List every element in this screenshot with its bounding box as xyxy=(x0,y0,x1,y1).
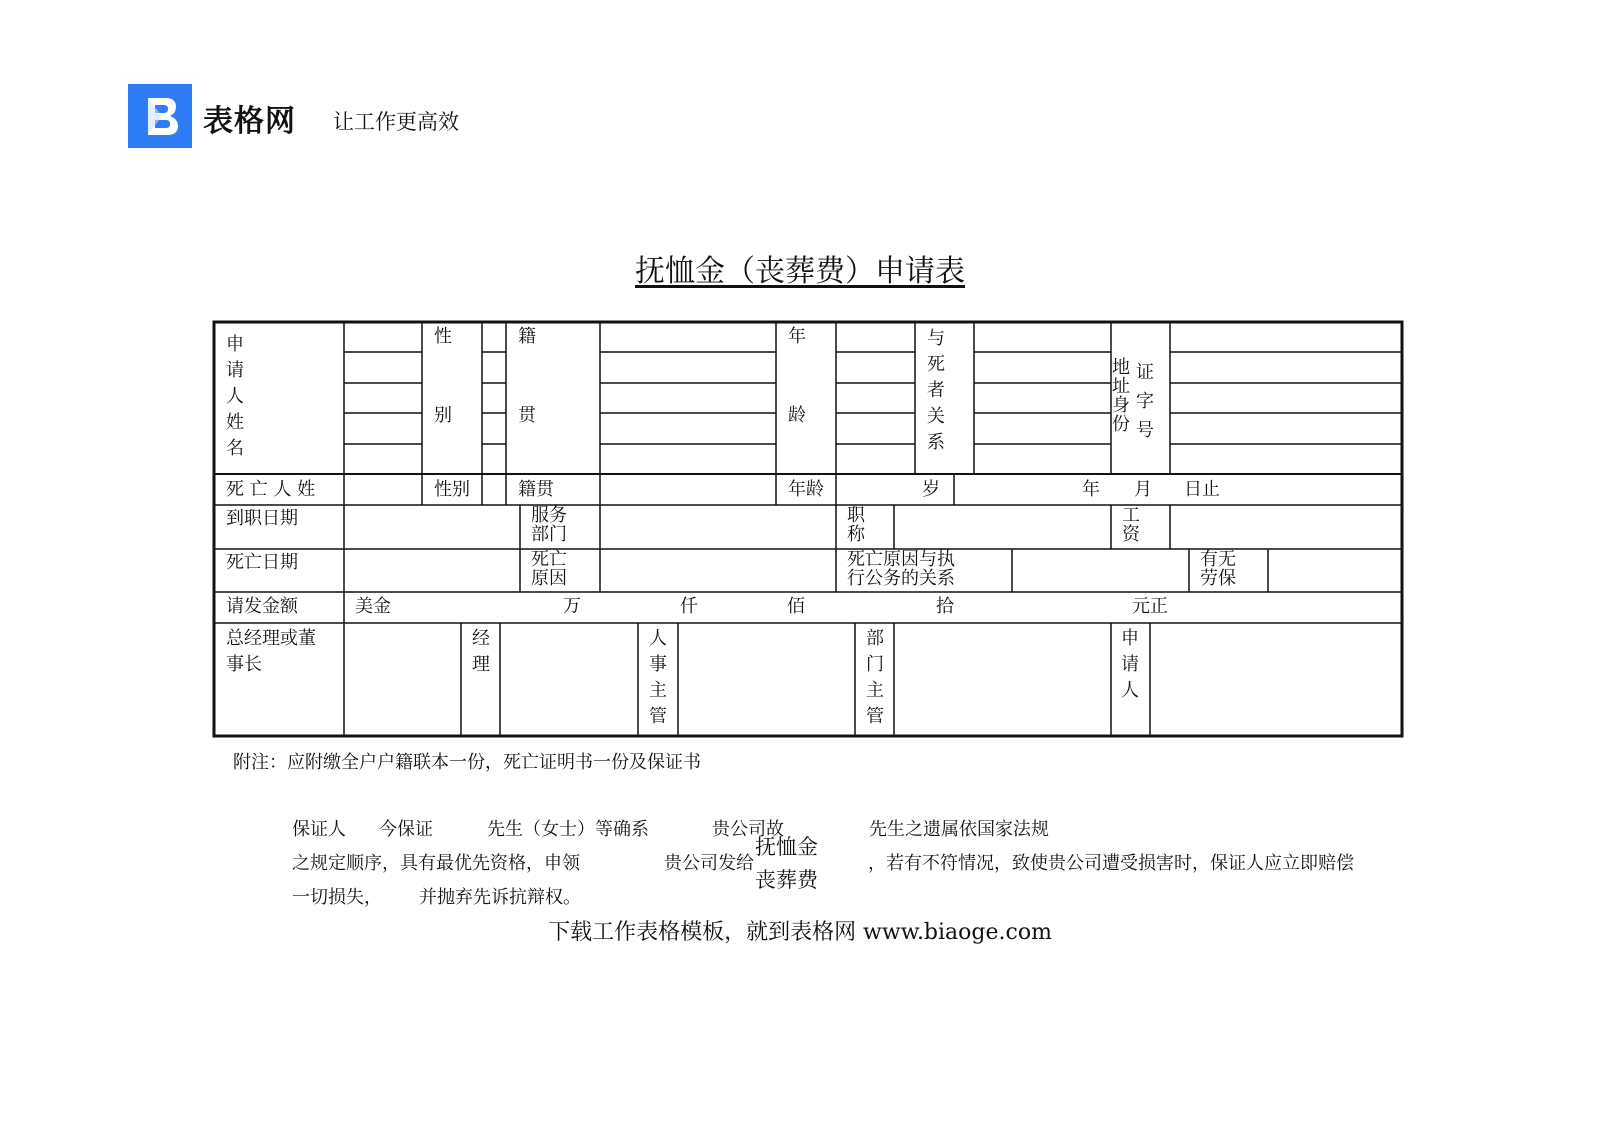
label-address-id-right: 证字号 xyxy=(1136,362,1154,441)
label-hr: 人事主管 xyxy=(649,628,667,727)
label-age2: 年龄 xyxy=(788,479,824,500)
guarantee-l1d: 贵公司故 xyxy=(712,819,784,840)
guarantee-stack-1: 抚恤金 xyxy=(755,835,818,859)
label-amount: 请发金额 xyxy=(226,596,298,617)
guarantee-l3b: 并抛弃先诉抗辩权。 xyxy=(419,887,581,908)
label-title: 职称 xyxy=(847,505,865,545)
label-qian: 仟 xyxy=(680,596,698,617)
label-address-id-left: 地址身份 xyxy=(1112,357,1130,435)
label-bai: 佰 xyxy=(787,596,805,617)
label-yuanzheng: 元正 xyxy=(1132,596,1168,617)
brand-slogan: 让工作更高效 xyxy=(333,110,459,134)
label-service-dept: 服务部门 xyxy=(531,505,567,545)
guarantee-l2a: 之规定顺序，具有最优先资格，申领 xyxy=(292,853,580,874)
note-text: 附注：应附缴全户户籍联本一份，死亡证明书一份及保证书 xyxy=(233,752,701,773)
footer-text: 下载工作表格模板，就到表格网 www.biaoge.com xyxy=(548,920,1052,945)
guarantee-l1c: 先生（女士）等确系 xyxy=(487,819,649,840)
label-shi: 拾 xyxy=(936,596,954,617)
label-gender-bottom: 别 xyxy=(434,405,452,426)
label-yue: 月 xyxy=(1134,479,1152,500)
label-applicant-name: 申请人姓名 xyxy=(226,334,244,459)
label-death-date: 死亡日期 xyxy=(226,552,298,573)
label-gm: 总经理或董事长 xyxy=(226,628,316,675)
label-nian: 年 xyxy=(1082,479,1100,500)
guarantee-l2b: 贵公司发给 xyxy=(664,853,754,874)
label-rizhi: 日止 xyxy=(1184,479,1220,500)
guarantee-l1b: 今保证 xyxy=(379,819,433,840)
label-native2: 籍贯 xyxy=(518,479,554,500)
label-salary: 工资 xyxy=(1122,505,1140,545)
guarantee-l1a: 保证人 xyxy=(292,819,346,840)
guarantee-stack-2: 丧葬费 xyxy=(755,868,818,892)
page-title: 抚恤金（丧葬费）申请表 xyxy=(635,254,965,289)
label-native-bottom: 贯 xyxy=(518,405,536,426)
label-relation: 与死者关系 xyxy=(927,328,945,453)
label-usd: 美金 xyxy=(355,596,391,617)
label-labor-insurance: 有无劳保 xyxy=(1200,549,1236,589)
label-age-bottom: 龄 xyxy=(788,405,806,426)
label-age-top: 年 xyxy=(788,326,806,347)
brand-name: 表格网 xyxy=(203,104,296,139)
label-death-cause: 死亡原因 xyxy=(531,549,567,589)
guarantee-l3a: 一切损失， xyxy=(292,887,382,908)
guarantee-l1e: 先生之遗属依国家法规 xyxy=(869,819,1049,840)
label-applicant: 申请人 xyxy=(1121,628,1139,701)
label-cause-relation: 死亡原因与执行公务的关系 xyxy=(847,549,955,589)
label-gender2: 性别 xyxy=(434,479,470,500)
label-dept-head: 部门主管 xyxy=(866,628,884,727)
label-gender-top: 性 xyxy=(434,326,452,347)
guarantee-l2c: ，若有不符情况，致使贵公司遭受损害时，保证人应立即赔偿 xyxy=(868,853,1354,874)
label-sui: 岁 xyxy=(922,479,940,500)
label-native-top: 籍 xyxy=(518,326,536,347)
label-wan: 万 xyxy=(563,596,581,617)
label-deceased-name: 死 亡 人 姓 xyxy=(226,479,316,500)
label-manager: 经理 xyxy=(472,628,490,675)
label-hire-date: 到职日期 xyxy=(226,508,298,529)
